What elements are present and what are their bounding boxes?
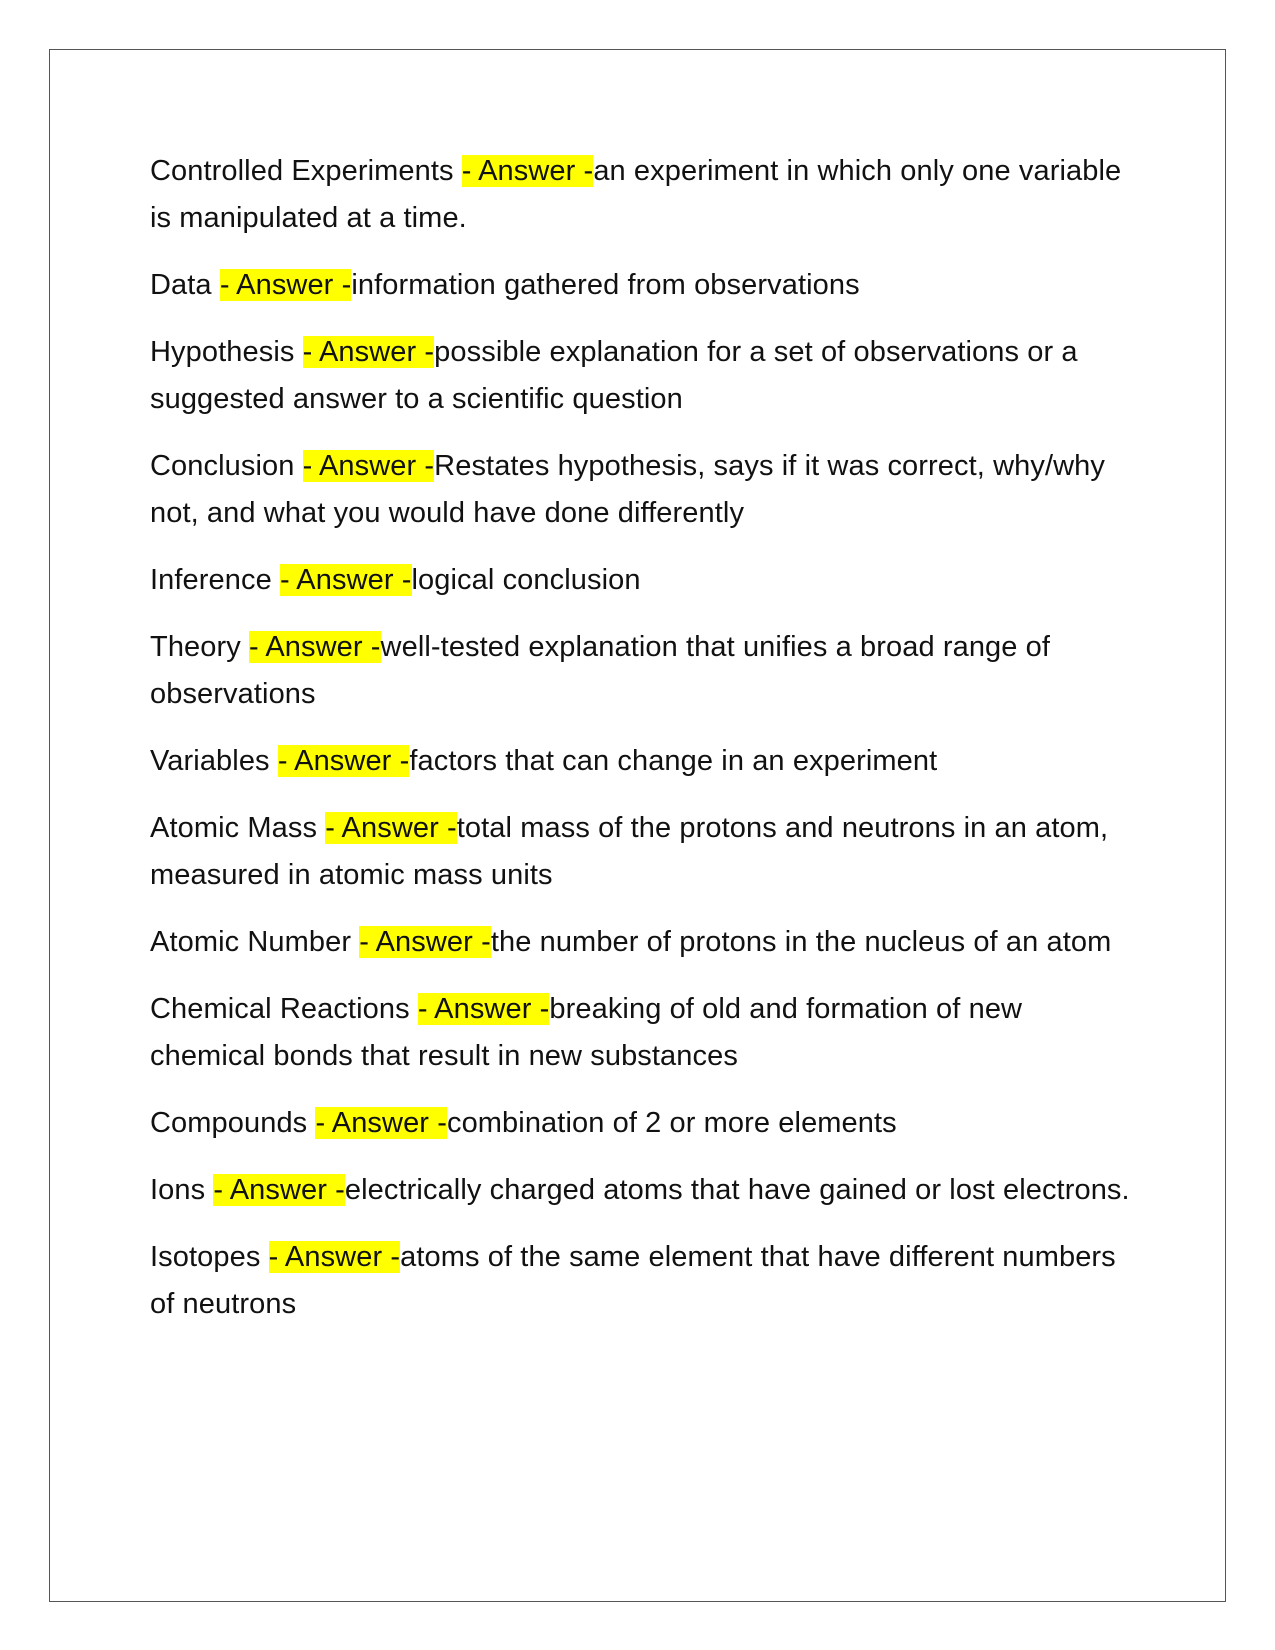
definition: information gathered from observations [351,269,860,301]
definition: an experiment in which only one variable is manipulated at a time. [150,155,1122,234]
entry-controlled-experiments [150,148,1135,242]
entry-chemical-reactions [150,986,1135,1080]
term: Theory [150,631,250,663]
definition: possible explanation for a set of observations or a suggested answer to a scientific question [150,336,1078,415]
definition: factors that can change in an experiment [409,745,938,777]
entry-theory [150,624,1135,718]
document-body [150,148,1135,1348]
definition: atoms of the same element that have different numbers of neutrons [150,1241,1116,1320]
term: Compounds [150,1107,316,1139]
entry-inference [150,557,1135,604]
answer-highlight: - Answer - [315,1107,447,1139]
term: Conclusion [150,450,303,482]
answer-highlight: - Answer - [249,631,381,663]
definition: the number of protons in the nucleus of an atom [490,926,1112,958]
term: Hypothesis [150,336,303,368]
entry-ions [150,1167,1135,1214]
answer-highlight: - Answer - [417,993,550,1025]
answer-highlight: - Answer - [302,450,435,482]
answer-highlight: - Answer - [325,812,457,844]
term: Atomic Mass [150,812,326,844]
entry-compounds [150,1100,1135,1147]
answer-highlight: - Answer - [302,336,435,368]
definition: total mass of the protons and neutrons in an atom, measured in atomic mass units [150,812,1109,891]
term: Controlled Experiments [150,155,462,187]
term: Atomic Number [150,926,360,958]
term: Isotopes [150,1241,269,1273]
answer-highlight: - Answer - [277,745,410,777]
entry-atomic-mass [150,805,1135,899]
entry-atomic-number [150,919,1135,966]
definition: combination of 2 or more elements [446,1107,897,1139]
entry-isotopes [150,1234,1135,1328]
term: Ions [150,1174,214,1206]
answer-highlight: - Answer - [279,564,412,596]
term: Data [150,269,220,301]
answer-highlight: - Answer - [219,269,352,301]
answer-highlight: - Answer - [213,1174,345,1206]
term: Inference [150,564,280,596]
answer-highlight: - Answer - [461,155,594,187]
answer-highlight: - Answer - [268,1241,401,1273]
definition: Restates hypothesis, says if it was correct, why/why not, and what you would have done differently [150,450,1105,529]
entry-data [150,262,1135,309]
entry-hypothesis [150,329,1135,423]
entry-variables [150,738,1135,785]
answer-highlight: - Answer - [359,926,491,958]
definition: electrically charged atoms that have gained or lost electrons. [344,1174,1130,1206]
term: Variables [150,745,278,777]
entry-conclusion [150,443,1135,537]
term: Chemical Reactions [150,993,418,1025]
definition: breaking of old and formation of new chemical bonds that result in new substances [150,993,1023,1072]
definition: well-tested explanation that unifies a broad range of observations [150,631,1051,710]
definition: logical conclusion [411,564,641,596]
